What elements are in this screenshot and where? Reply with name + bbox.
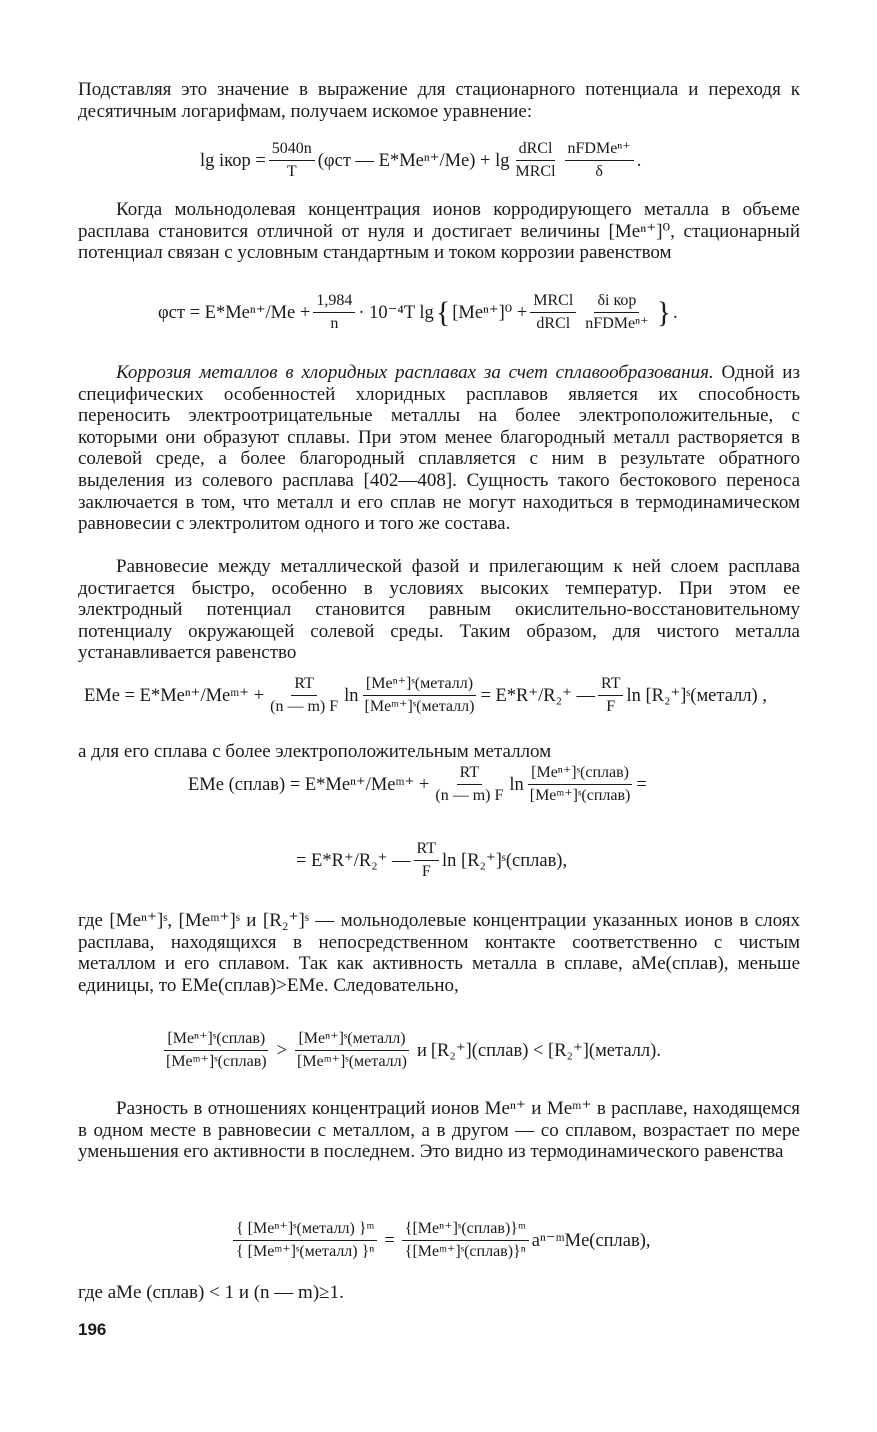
eq2-frac2-den: dRCl: [536, 315, 571, 332]
eq1-frac1-num: 5040n: [269, 140, 315, 161]
eq2-left: φст = E*Meⁿ⁺/Me +: [158, 302, 311, 323]
equation-alloy-line-1: [188, 764, 647, 805]
eq1-mid: (φст — E*Meⁿ⁺/Me) + lg: [317, 150, 510, 171]
eq3-left: EMe = E*Meⁿ⁺/Meᵐ⁺ +: [84, 685, 265, 706]
inequality-concentration-ratio: [160, 1030, 661, 1071]
eq6-fraction-1: [163, 1030, 270, 1071]
equation-pure-metal: [84, 675, 767, 716]
eq1-frac1-den: T: [286, 163, 297, 180]
paragraph-1: Подставляя это значение в выражение для стационарного потенциала и переходя к десятичным логарифмам, получаем искомое уравнение:: [78, 79, 800, 122]
eq2-frac3-num: δi кор: [594, 292, 639, 313]
eq4-fraction-2: [527, 764, 634, 805]
eq2-frac3-den: nFDMeⁿ⁺: [585, 315, 649, 332]
equation-thermodynamic-equality: [230, 1220, 651, 1261]
eq4-ln: ln: [509, 774, 524, 795]
eq3-fraction-2: [362, 675, 478, 716]
eq6-frac2-num: [Meⁿ⁺]ˢ(металл): [295, 1030, 408, 1051]
paragraph-2: Когда мольнодолевая концентрация ионов корродирующего металла в объеме расплава становится отличной от нуля и достигает величины [Meⁿ⁺]⁰, стационарный потенциал связан с условным стандартным и током коррозии равенством: [78, 199, 800, 264]
eq4-frac2-num: [Meⁿ⁺]ˢ(сплав): [528, 764, 632, 785]
eq5-end: ln [R₂⁺]ˢ(сплав),: [442, 850, 568, 871]
section-heading-italic: Коррозия металлов в хлоридных расплавах за счет сплавообразования.: [116, 362, 714, 383]
eq5-frac-den: F: [421, 863, 431, 880]
paragraph-3: [78, 362, 800, 535]
eq4-left: EMe (сплав) = E*Meⁿ⁺/Meᵐ⁺ +: [188, 774, 430, 795]
eq6-and: и: [416, 1040, 427, 1061]
eq3-ln: ln: [344, 685, 359, 706]
eq3-mid: = E*R⁺/R₂⁺ —: [480, 685, 595, 706]
eq2-mid: · 10⁻⁴T lg: [358, 302, 434, 323]
eq1-left: lg iкор =: [200, 150, 266, 171]
eq7-frac2-den: {[Meᵐ⁺]ˢ(сплав)}ⁿ: [404, 1243, 526, 1260]
eq5-fraction: [414, 840, 439, 881]
eq2-right-brace: }: [656, 295, 671, 329]
eq1-fraction-3: [565, 140, 634, 181]
equation-corrosion-current: [200, 140, 641, 181]
eq3-frac3-den: F: [606, 698, 616, 715]
paragraph-5: а для его сплава с более электроположительным металлом: [78, 741, 552, 762]
eq2-fraction-2: [530, 292, 576, 333]
eq6-frac2-den: [Meᵐ⁺]ˢ(металл): [297, 1053, 407, 1070]
page-number: 196: [78, 1320, 107, 1339]
paragraph-4: Равновесие между металлической фазой и прилегающим к ней слоем расплава достигается быстро, особенно в условиях высоких температур. При этом ее электродный потенциал становится равным окислительно-восстановительному потенциалу окружающей солевой среды. Таким образом, для чистого металла устанавливается равенство: [78, 556, 800, 664]
eq3-frac3-num: RT: [598, 675, 623, 696]
paragraph-7: Разность в отношениях концентраций ионов Meⁿ⁺ и Meᵐ⁺ в расплаве, находящемся в одном месте в равновесии с металлом, а в другом — со сплавом, возрастает по мере уменьшения его активности в последнем. Это видно из термодинамического равенства: [78, 1098, 800, 1163]
eq7-eq: =: [384, 1230, 395, 1251]
eq7-frac2-num: {[Meⁿ⁺]ˢ(сплав)}ᵐ: [402, 1220, 529, 1241]
eq1-frac3-num: nFDMeⁿ⁺: [565, 140, 634, 161]
eq2-fraction-3: [582, 292, 651, 333]
eq3-frac1-num: RT: [291, 675, 316, 696]
eq4-fraction-1: [432, 764, 506, 805]
paragraph-6: где [Meⁿ⁺]ˢ, [Meᵐ⁺]ˢ и [R₂⁺]ˢ — мольнодолевые концентрации указанных ионов в слоях расплава, находящихся в непосредственном контакте соответственно с чистым металлом и его сплавом. Так как активность металла в сплаве, aMe(сплав), меньше единицы, то EMe(сплав)>EMe. Следовательно,: [78, 910, 800, 996]
eq1-end: .: [636, 150, 642, 171]
eq2-fraction-1: [313, 292, 355, 333]
eq7-fraction-1: [233, 1220, 377, 1261]
eq1-frac3-den: δ: [595, 163, 603, 180]
eq4-frac2-den: [Meᵐ⁺]ˢ(сплав): [529, 787, 631, 804]
eq3-fraction-1: [267, 675, 341, 716]
eq2-left-brace: {: [435, 295, 451, 329]
paragraph-3-body: Одной из специфических особенностей хлоридных расплавов является их способность переносить электроотрицательные металлы на более электроположительные, с которыми они образуют сплавы. При этом менее благородный металл растворяется в солевой среде, а более благородный сплавляется с ним в результате обратного выделения из солевого расплава [402—408]. Сущность такого бестокового переноса заключается в том, что металл и его сплав не могут находиться в термодинамическом равновесии с электролитом одного и того же состава.: [78, 362, 800, 535]
eq7-frac1-num: { [Meⁿ⁺]ˢ(металл) }ᵐ: [233, 1220, 377, 1241]
paragraph-8: где aMe (сплав) < 1 и (n — m)≥1.: [78, 1282, 344, 1303]
eq6-gt: >: [276, 1040, 288, 1061]
eq2-frac1-num: 1,984: [313, 292, 355, 313]
eq7-fraction-2: [402, 1220, 529, 1261]
eq6-frac1-num: [Meⁿ⁺]ˢ(сплав): [164, 1030, 268, 1051]
eq2-frac2-num: MRCl: [530, 292, 576, 313]
eq3-frac1-den: (n — m) F: [270, 698, 339, 715]
eq6-frac1-den: [Meᵐ⁺]ˢ(сплав): [166, 1053, 267, 1070]
eq1-fraction-2: [513, 140, 559, 181]
eq3-end: ln [R₂⁺]ˢ(металл) ,: [626, 685, 767, 706]
eq2-frac1-den: n: [330, 315, 339, 332]
eq2-inner: [Meⁿ⁺]⁰ +: [452, 302, 528, 323]
eq6-fraction-2: [294, 1030, 410, 1071]
eq4-frac1-den: (n — m) F: [435, 787, 504, 804]
eq6-end: [R₂⁺](сплав) < [R₂⁺](металл).: [430, 1040, 661, 1061]
eq7-end: aⁿ⁻ᵐMe(сплав),: [531, 1230, 651, 1251]
eq3-frac2-den: [Meᵐ⁺]ˢ(металл): [364, 698, 475, 715]
eq4-end: =: [636, 774, 647, 795]
eq5-frac-num: RT: [414, 840, 439, 861]
eq3-frac2-num: [Meⁿ⁺]ˢ(металл): [363, 675, 476, 696]
eq1-frac2-den: MRCl: [515, 163, 556, 180]
eq7-frac1-den: { [Meᵐ⁺]ˢ(металл) }ⁿ: [236, 1243, 375, 1260]
equation-stationary-potential: [158, 292, 678, 333]
eq3-fraction-3: [598, 675, 623, 716]
eq1-fraction-1: [269, 140, 315, 181]
eq1-frac2-num: dRCl: [516, 140, 556, 161]
eq5-left: = E*R⁺/R₂⁺ —: [296, 850, 411, 871]
eq4-frac1-num: RT: [457, 764, 482, 785]
eq2-end: .: [672, 302, 678, 323]
equation-alloy-line-2: [296, 840, 567, 881]
